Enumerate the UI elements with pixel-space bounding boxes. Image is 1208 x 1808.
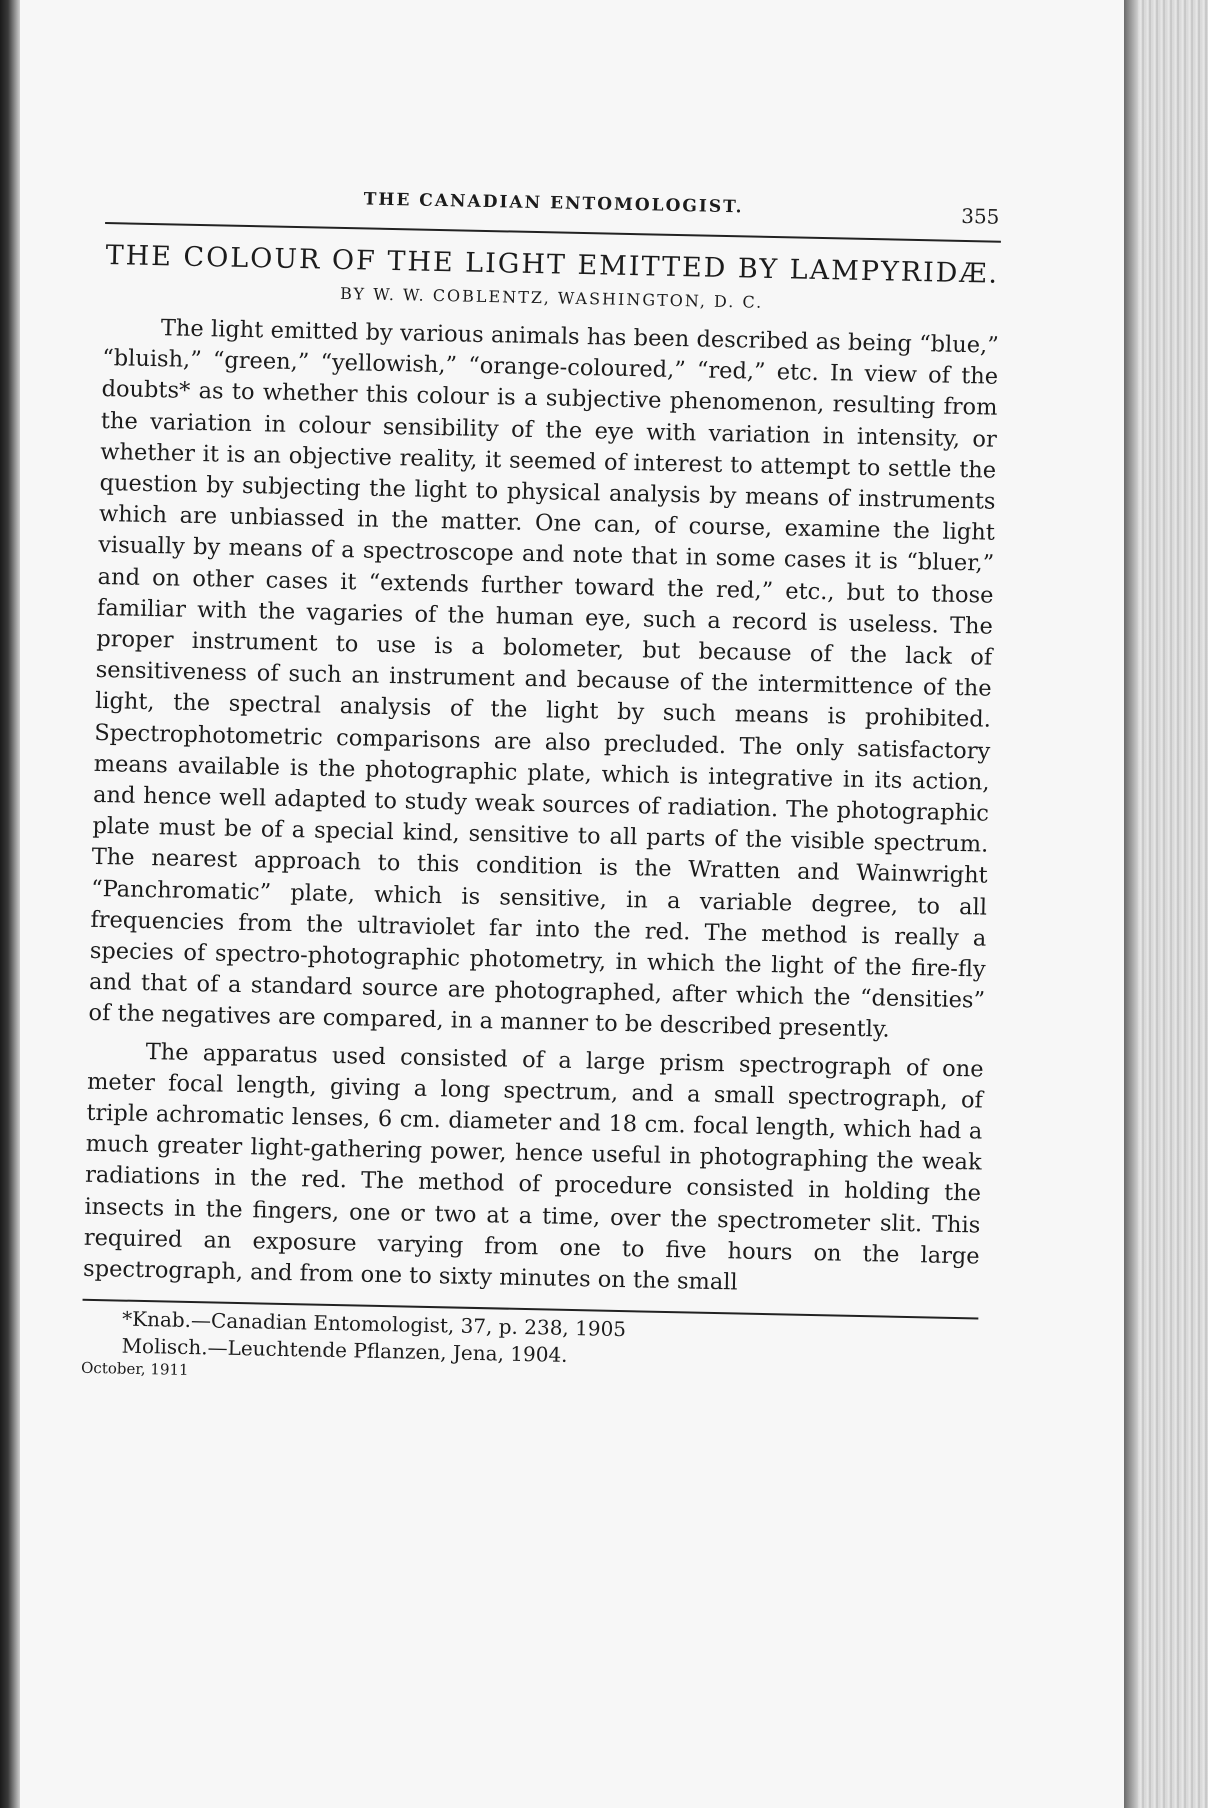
book-page-edges [1124, 0, 1208, 1808]
footnote: *Knab.—Canadian Entomologist, 37, p. 238, 1905 [121, 1306, 627, 1342]
page-edge-shadow [1124, 0, 1138, 1808]
paragraph: The light emitted by various animals has been described as being “blue,” “bluish,” “green,” “yellowish,” “orange-coloured,” “red,” etc. In view of the doubts* as to whether this colour is a subjective phenomenon, resulting from the variation in colour sensibility of the eye with variation in intensity, or whether it is an objective reality, it seemed of interest to attempt to settle the question by subjecting the light to physical analysis by means of instruments which are unbiassed in the matter. One can, of course, examine the light visually by means of a spectroscope and note that in some cases it is “bluer,” and on other cases it “extends further toward the red,” etc., but to those familiar with the vagaries of the human eye, such a record is useless. The proper instrument to use is a bolometer, but because of the lack of sensitiveness of such an instrument and because of the intermittence of the light, the spectral analysis of the light by such means is prohibited. Spectrophotometric comparisons are also precluded. The only satisfactory means available is the photographic plate, which is integrative in its action, and hence well adapted to study weak sources of radiation. The photographic plate must be of a special kind, sensitive to all parts of the visible spectrum. The nearest approach to this condition is the Wratten and Wainwright “Panchromatic” plate, which is sensitive, in a variable degree, to all frequencies from the ultraviolet far into the red. The method is really a species of spectro-photographic photometry, in which the light of the fire-fly and that of a standard source are photographed, after which the “densities” of the negatives are compared, in a manner to be described presently. [88, 315, 999, 1044]
article-title: THE COLOUR OF THE LIGHT EMITTED BY LAMPYRIDÆ. [105, 240, 1000, 290]
footnote: Molisch.—Leuchtende Pflanzen, Jena, 1904. [121, 1333, 568, 1368]
journal-title: THE CANADIAN ENTOMOLOGIST. [363, 189, 744, 218]
page-number: 355 [960, 203, 1000, 229]
running-head [105, 180, 1002, 239]
article-body [83, 312, 999, 1304]
book-page [20, 0, 1124, 1808]
page-content [81, 180, 1002, 1396]
book-gutter-edge [0, 0, 20, 1808]
paragraph: The apparatus used consisted of a large prism spectrograph of one meter focal length, giving a long spectrum, and a small spectrograph, of triple achromatic lenses, 6 cm. diameter and 18 cm. focal length, which had a much greater light-gathering power, hence useful in photographing the weak radiations in the red. The method of procedure consisted in holding the insects in the fingers, one or two at a time, over the spectrometer slit. This required an exposure varying from one to five hours on the large spectrograph, and from one to sixty minutes on the small [82, 1038, 984, 1296]
issue-date: October, 1911 [80, 1359, 189, 1380]
article-byline: BY W. W. COBLENTZ, WASHINGTON, D. C. [339, 283, 764, 312]
